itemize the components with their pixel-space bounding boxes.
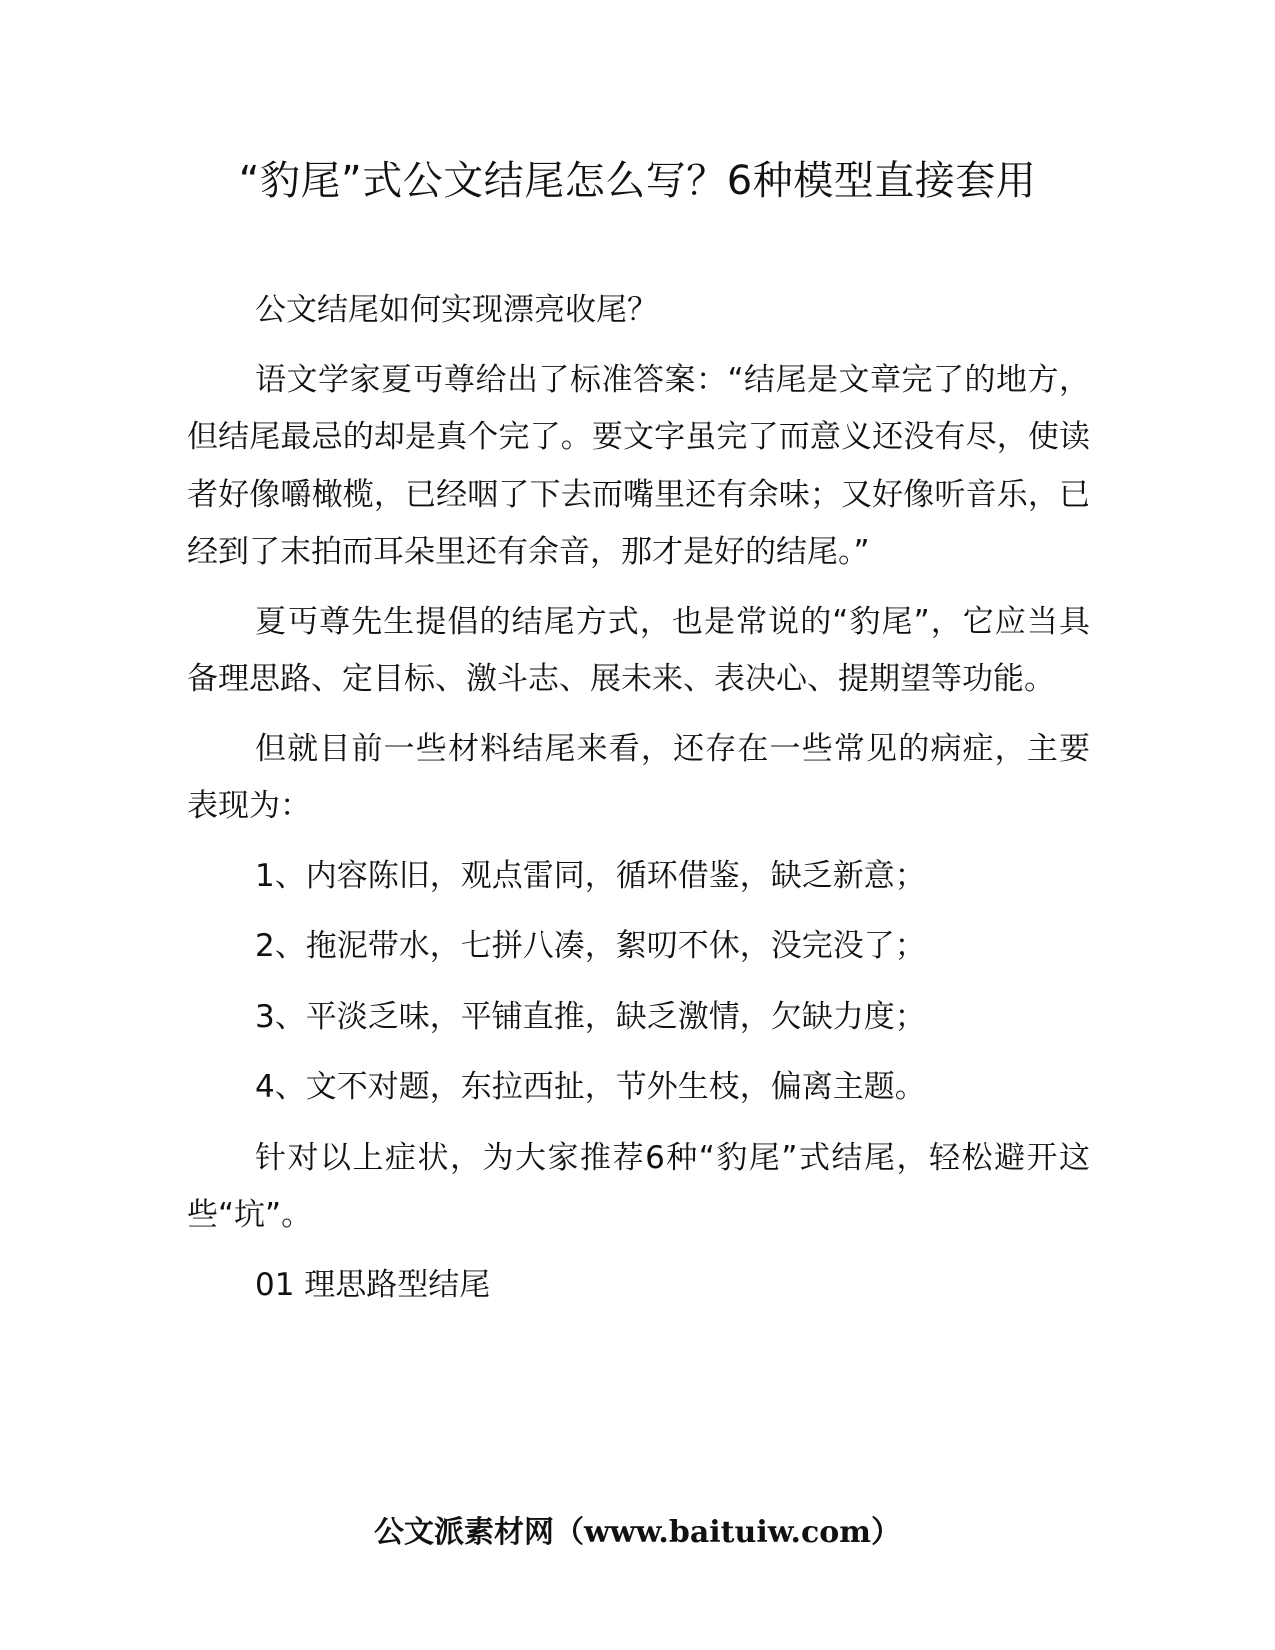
quote-paragraph: 语文学家夏丏尊给出了标准答案：“结尾是文章完了的地方，但结尾最忌的却是真个完了。要文字虽完了而意义还没有尽，使读者好像嚼橄榄，已经咽了下去而嘴里还有余味；又好像听音乐，已经到了末拍而耳朵里还有余音，那才是好的结尾。” bbox=[187, 361, 1090, 570]
recommendation-paragraph: 针对以上症状，为大家推荐6种“豹尾”式结尾，轻松避开这些“坑”。 bbox=[187, 1139, 1090, 1233]
symptom-list bbox=[187, 848, 1090, 1117]
footer-watermark: 公文派素材网（www.baituiw.com） bbox=[373, 1515, 902, 1550]
section-heading: 01 理思路型结尾 bbox=[255, 1266, 491, 1303]
problems-intro-paragraph: 但就目前一些材料结尾来看，还存在一些常见的病症，主要表现为： bbox=[187, 730, 1090, 824]
functions-paragraph: 夏丏尊先生提倡的结尾方式，也是常说的“豹尾”，它应当具备理思路、定目标、激斗志、展未来、表决心、提期望等功能。 bbox=[187, 603, 1090, 697]
intro-question: 公文结尾如何实现漂亮收尾？ bbox=[255, 292, 658, 328]
document-body bbox=[187, 282, 1090, 1326]
symptom-item: 3、平淡乏味，平铺直推，缺乏激情，欠缺力度； bbox=[255, 998, 926, 1035]
symptom-item: 4、文不对题，东拉西扯，节外生枝，偏离主题。 bbox=[255, 1069, 926, 1105]
document-title: “豹尾”式公文结尾怎么写？6种模型直接套用 bbox=[238, 158, 1037, 204]
symptom-item: 1、内容陈旧，观点雷同，循环借鉴，缺乏新意； bbox=[255, 857, 926, 894]
symptom-item: 2、拖泥带水，七拼八凑，絮叨不休，没完没了； bbox=[255, 928, 926, 964]
